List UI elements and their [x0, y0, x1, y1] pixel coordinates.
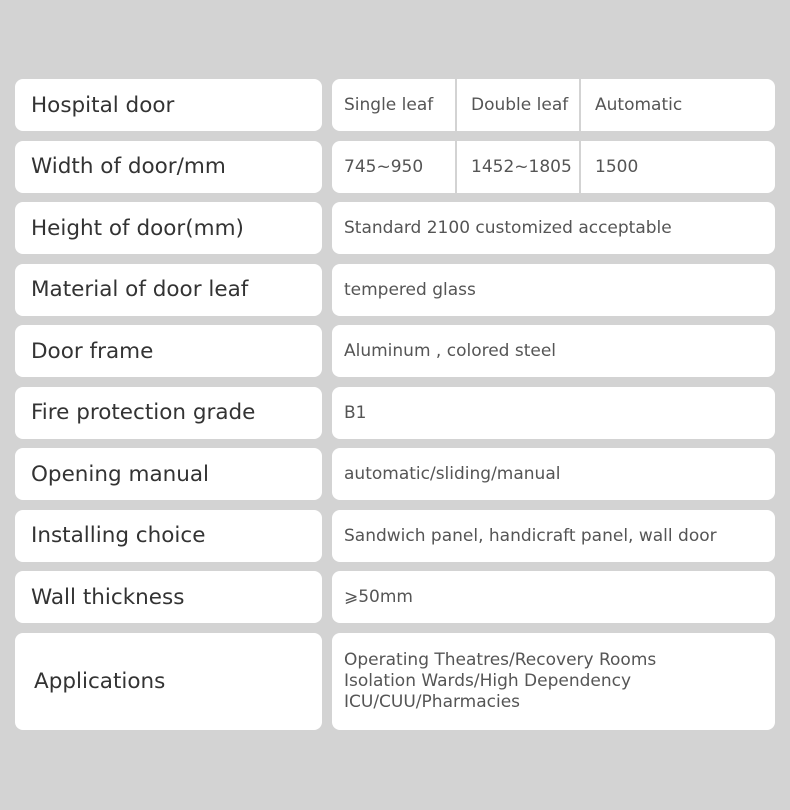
- spec-value-group: [332, 79, 775, 131]
- spec-row-material: [15, 264, 775, 316]
- spec-value: Standard 2100 customized acceptable: [332, 202, 775, 254]
- application-line: Operating Theatres/Recovery Rooms: [344, 649, 657, 670]
- spec-value-double-leaf: Double leaf: [457, 79, 581, 131]
- spec-table: [15, 79, 775, 739]
- spec-value-width-double: 1452~1805: [457, 141, 581, 193]
- spec-row-wall-thickness: [15, 571, 775, 623]
- application-line: Isolation Wards/High Dependency: [344, 670, 632, 691]
- spec-value: ⩾50mm: [332, 571, 775, 623]
- spec-label: Fire protection grade: [15, 387, 322, 439]
- spec-label: Material of door leaf: [15, 264, 322, 316]
- spec-value: Sandwich panel, handicraft panel, wall door: [332, 510, 775, 562]
- spec-label: Opening manual: [15, 448, 322, 500]
- spec-row-applications: [15, 633, 775, 730]
- spec-value-single-leaf: Single leaf: [332, 79, 457, 131]
- spec-row-width: [15, 141, 775, 193]
- spec-value-group: [332, 141, 775, 193]
- spec-value: B1: [332, 387, 775, 439]
- spec-value: Aluminum , colored steel: [332, 325, 775, 377]
- spec-value-width-single: 745~950: [332, 141, 457, 193]
- spec-row-height: [15, 202, 775, 254]
- spec-label: Height of door(mm): [15, 202, 322, 254]
- spec-label: Hospital door: [15, 79, 322, 131]
- spec-label: Door frame: [15, 325, 322, 377]
- spec-label: Applications: [15, 633, 322, 730]
- spec-value: [332, 633, 775, 730]
- application-line: ICU/CUU/Pharmacies: [344, 691, 521, 712]
- spec-value-automatic: Automatic: [595, 95, 683, 115]
- spec-label: Installing choice: [15, 510, 322, 562]
- spec-row-installing: [15, 510, 775, 562]
- spec-row-opening: [15, 448, 775, 500]
- spec-row-fire-grade: [15, 387, 775, 439]
- spec-value: tempered glass: [332, 264, 775, 316]
- spec-label: Wall thickness: [15, 571, 322, 623]
- spec-row-hospital-door: [15, 79, 775, 131]
- spec-row-door-frame: [15, 325, 775, 377]
- spec-label: Width of door/mm: [15, 141, 322, 193]
- spec-value-width-automatic: 1500: [595, 156, 639, 177]
- spec-value: automatic/sliding/manual: [332, 448, 775, 500]
